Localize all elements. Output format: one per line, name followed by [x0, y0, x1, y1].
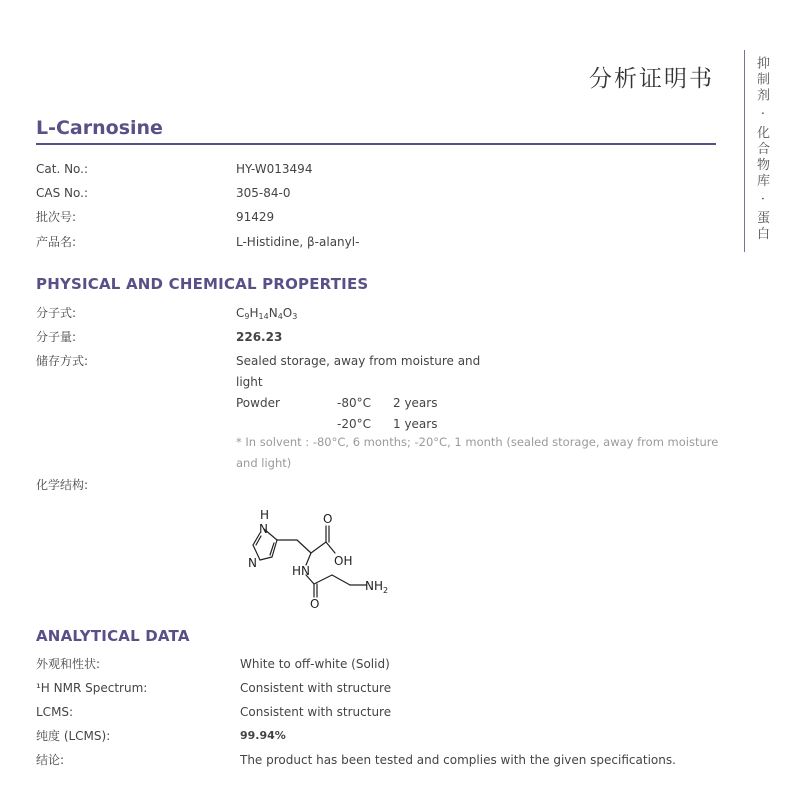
cas-no-label: CAS No.: — [36, 186, 88, 200]
cat-no-value: HY-W013494 — [236, 162, 313, 176]
structure-n-top: N — [259, 522, 268, 536]
formula-label: 分子式: — [36, 306, 77, 320]
mw-value: 226.23 — [236, 330, 283, 344]
title-rule — [36, 143, 716, 145]
cat-no-label: Cat. No.: — [36, 162, 89, 176]
purity-label: 纯度 (LCMS): — [36, 729, 111, 743]
analytical-data-heading: ANALYTICAL DATA — [36, 627, 190, 645]
structure-o-amide: O — [310, 597, 320, 610]
formula-value — [236, 305, 297, 321]
product-name-value: L-Histidine, β-alanyl- — [236, 235, 360, 249]
product-name-label: 产品名: — [36, 235, 77, 249]
formula-h-count: 14 — [258, 312, 269, 321]
storage-temp-2: -20°C — [337, 417, 371, 431]
lcms-label: LCMS: — [36, 705, 74, 719]
side-category-text: 抑制剂 · 化合物库 · 蛋白 — [754, 56, 769, 243]
formula-n-count: 4 — [277, 312, 283, 321]
product-name: L-Carnosine — [36, 117, 163, 139]
conclusion-value: The product has been tested and complies with the given specifications. — [240, 753, 676, 767]
conclusion-label: 结论: — [36, 753, 65, 767]
appearance-label: 外观和性状: — [36, 657, 101, 671]
storage-time-1: 2 years — [393, 396, 438, 410]
structure-nh2: $NH_2$ — [365, 579, 389, 595]
storage-form: Powder — [236, 396, 280, 410]
structure-o-acid: O — [323, 512, 333, 526]
formula-o: O — [282, 306, 293, 320]
storage-line-1: Sealed storage, away from moisture and — [236, 354, 481, 368]
storage-time-2: 1 years — [393, 417, 438, 431]
storage-temp-1: -80°C — [337, 396, 371, 410]
storage-line-2: light — [236, 375, 263, 389]
hnmr-label: ¹H NMR Spectrum: — [36, 681, 148, 695]
solvent-note-line-2: and light) — [236, 456, 292, 470]
formula-o-count: 3 — [292, 312, 298, 321]
storage-label: 储存方式: — [36, 354, 89, 368]
batch-no-value: 91429 — [236, 210, 275, 224]
purity-value: 99.94% — [240, 729, 286, 742]
formula-c-count: 9 — [244, 312, 250, 321]
solvent-note-line-1: * In solvent : -80°C, 6 months; -20°C, 1 month (sealed storage, away from moisture — [236, 435, 719, 449]
document-title: 分析证明书 — [589, 66, 714, 92]
structure-n-bottom: N — [248, 556, 257, 570]
lcms-value: Consistent with structure — [240, 705, 392, 719]
physical-properties-heading: PHYSICAL AND CHEMICAL PROPERTIES — [36, 275, 369, 293]
appearance-value: White to off-white (Solid) — [240, 657, 390, 671]
chemical-structure — [240, 505, 410, 610]
structure-label: 化学结构: — [36, 478, 89, 492]
formula-h: H — [249, 306, 259, 320]
hnmr-value: Consistent with structure — [240, 681, 392, 695]
formula-n: N — [268, 306, 278, 320]
batch-no-label: 批次号: — [36, 210, 77, 224]
side-divider — [744, 50, 745, 252]
mw-label: 分子量: — [36, 330, 77, 344]
structure-hn: HN — [292, 564, 310, 578]
storage-table-row — [236, 395, 280, 411]
structure-h-top: H — [260, 508, 270, 522]
structure-oh: OH — [334, 554, 353, 568]
formula-c: C — [236, 306, 245, 320]
cas-no-value: 305-84-0 — [236, 186, 291, 200]
